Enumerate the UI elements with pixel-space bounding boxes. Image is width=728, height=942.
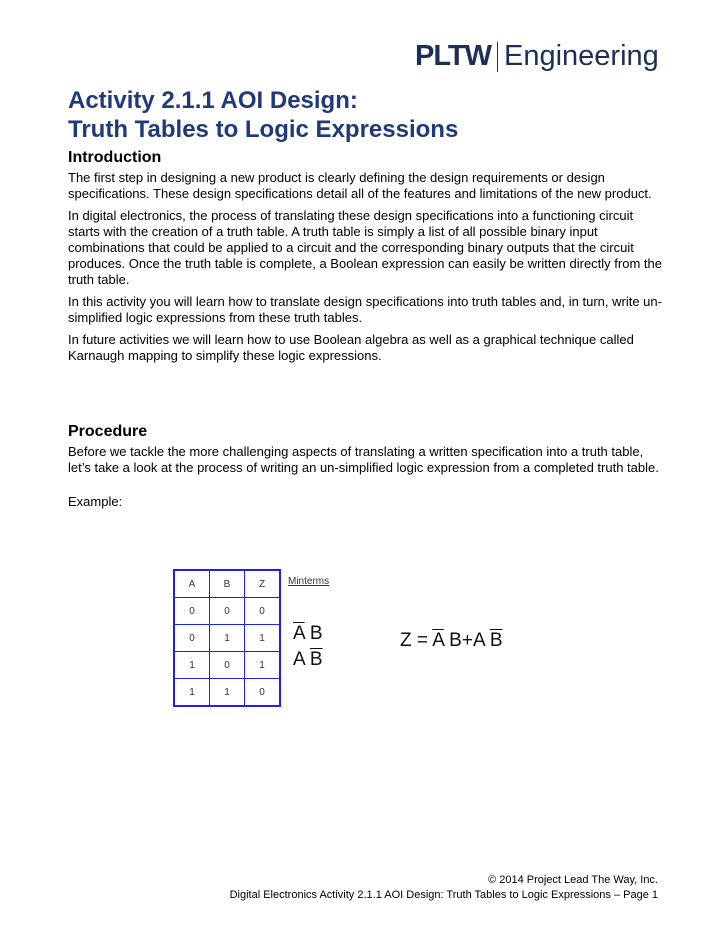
- cell: 0: [245, 598, 281, 625]
- logo-divider: [497, 42, 498, 72]
- minterm-1: [293, 623, 323, 645]
- table-row: [174, 625, 280, 652]
- cell: 0: [245, 679, 281, 707]
- term-a: A: [293, 649, 305, 670]
- table-row: [174, 652, 280, 679]
- minterms-label: Minterms: [288, 576, 330, 587]
- expr-b: B: [449, 630, 462, 651]
- introduction-heading: Introduction: [68, 149, 162, 166]
- logo-brand: PLTW: [415, 40, 491, 72]
- expr-b: $\overline{B}$: [489, 630, 503, 651]
- term-a: $\overline{A}$: [293, 623, 305, 644]
- procedure-section: [68, 424, 668, 516]
- example-label: Example:: [68, 494, 123, 509]
- cell: 0: [174, 625, 210, 652]
- cell: 1: [210, 679, 245, 707]
- title-line-2: Truth Tables to Logic Expressions: [68, 116, 459, 143]
- term-b: B: [309, 623, 323, 644]
- cell: 0: [174, 598, 210, 625]
- pltw-logo: [415, 40, 659, 73]
- footer-page-line: Digital Electronics Activity 2.1.1 AOI Design: Truth Tables to Logic Expressions – Page 1: [229, 889, 658, 901]
- footer-copyright: © 2014 Project Lead The Way, Inc.: [488, 874, 658, 886]
- introduction-section: [68, 150, 668, 370]
- paragraph: In future activities we will learn how to use Boolean algebra as well as a graphical technique called Karnaugh mapping to simplify these logic expressions.: [68, 332, 634, 363]
- table-header-row: [174, 570, 280, 598]
- minterm-2: [293, 649, 323, 671]
- cell: 1: [174, 652, 210, 679]
- logo-product: Engineering: [504, 40, 659, 72]
- header-cell: Z: [245, 570, 281, 598]
- expr-a: $\overline{A}$: [432, 630, 444, 651]
- cell: 1: [174, 679, 210, 707]
- page-title: [68, 86, 458, 144]
- procedure-heading: Procedure: [68, 423, 148, 440]
- header-cell: A: [174, 570, 210, 598]
- cell: 1: [245, 652, 281, 679]
- cell: 0: [210, 652, 245, 679]
- cell: 1: [245, 625, 281, 652]
- expr-z: Z: [400, 630, 412, 651]
- paragraph: The first step in designing a new product is clearly defining the design requirements or design specifications. These design specifications detail all of the features and limitations of the new product.: [68, 170, 652, 201]
- logic-expression: [400, 630, 503, 652]
- expr-eq: =: [416, 630, 428, 651]
- paragraph: Before we tackle the more challenging aspects of translating a written specification into a truth table, let’s take a look at the process of writing an un-simplified logic expression from a completed truth table.: [68, 444, 659, 475]
- header-cell: B: [210, 570, 245, 598]
- paragraph: In this activity you will learn how to translate design specifications into truth tables and, in turn, write un-simplified logic expressions from these truth tables.: [68, 294, 662, 325]
- paragraph: In digital electronics, the process of translating these design specifications into a functioning circuit starts with the creation of a truth table. A truth table is simply a list of all possible binary input combinations that could be applied to a circuit and the corresponding binary outputs that the circuit produces. Once the truth table is complete, a Boolean expression can easily be written directly from the truth table.: [68, 208, 662, 287]
- cell: 0: [210, 598, 245, 625]
- expr-a: A: [472, 630, 485, 651]
- cell: 1: [210, 625, 245, 652]
- truth-table: [173, 569, 281, 707]
- term-b: $\overline{B}$: [309, 649, 323, 670]
- expr-plus: +: [461, 630, 473, 651]
- table-row: [174, 598, 280, 625]
- title-line-1: Activity 2.1.1 AOI Design:: [68, 87, 358, 114]
- table-row: [174, 679, 280, 707]
